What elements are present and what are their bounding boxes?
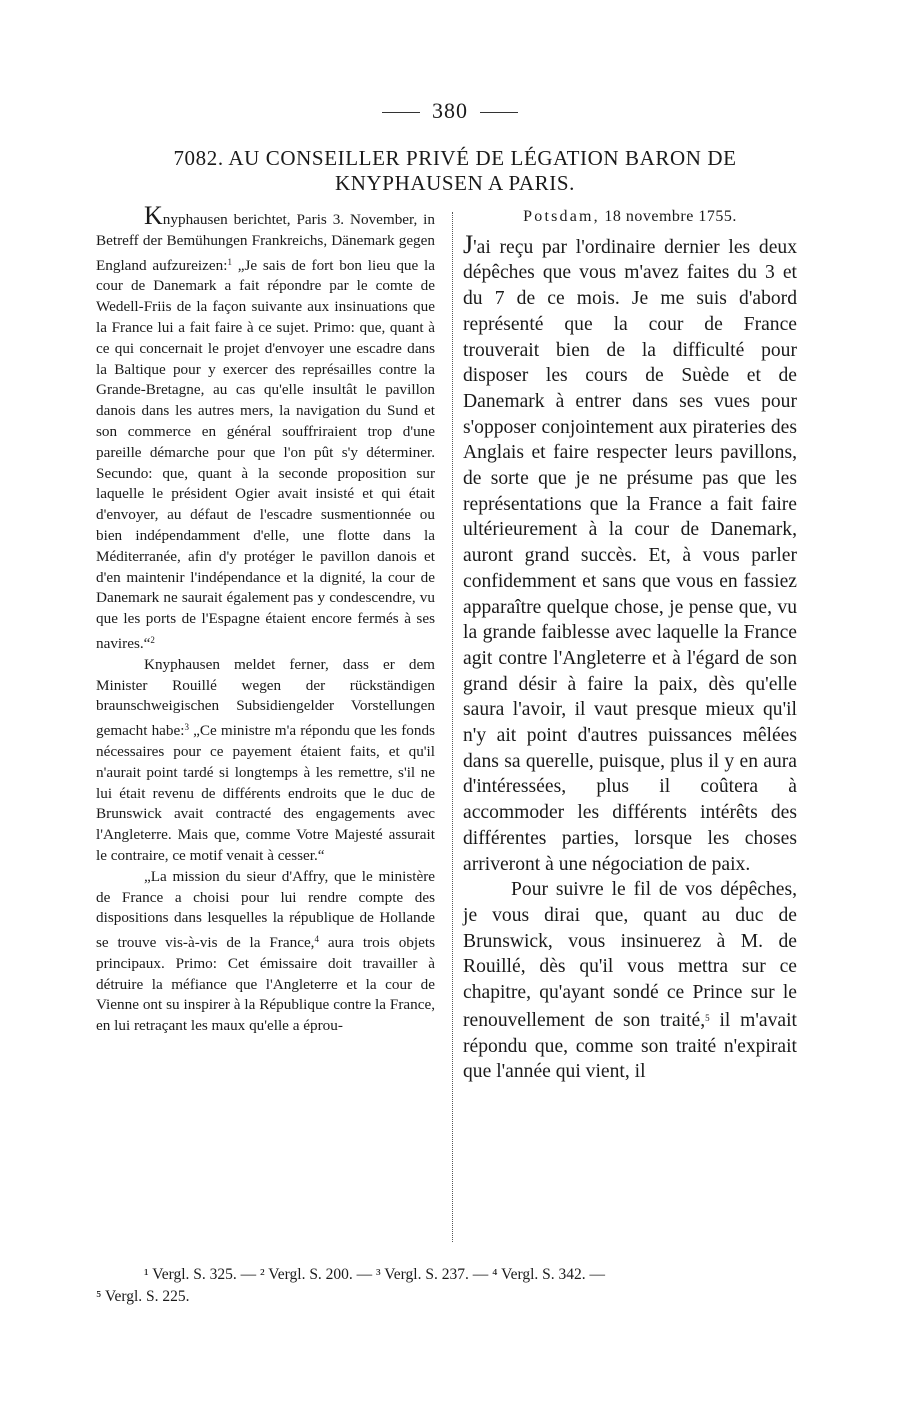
page-number-text: 380 xyxy=(432,98,468,123)
summary-paragraph-3 xyxy=(96,867,435,1037)
summary-dropcap: K xyxy=(144,201,163,230)
page-number-dash-right xyxy=(480,112,518,113)
dateline-date: 18 novembre 1755. xyxy=(599,208,737,225)
letter-paragraph-1-text: 'ai reçu par l'ordinaire dernier les deux dépêches que vous m'avez faites du 3 et du 7 de ce mois. Je me suis d'abord représenté que la cour de France trouverait bien de la difficulté pour disposer les cours de Suède et de Danemark à entrer dans ses vues pour s'opposer conjointement aux pirateries des Anglais et faire respecter leurs pavillons, de sorte que je ne présume pas que les représentations que la France a fait faire ultérieurement à la cour de Danemark, auront grand succès. Et, à vous parler confidemment et sans que vous en fassiez apparaître quelque chose, je pense que, vu la grande faiblesse avec laquelle la France agit contre l'Angleterre et à l'égard de son grand désir à faire la paix, dès qu'elle saura l'avoir, il vaut presque mieux qu'il n'y ait point d'autres puissances mêlées dans sa querelle, puisque, plus il y en aura d'intéressées, plus il coûtera à accommoder les différents intérêts des différentes parties, lorsque les choses arriveront à une négociation de paix. xyxy=(463,236,797,875)
footnote-ref-1: 1 xyxy=(227,256,232,267)
column-divider xyxy=(452,212,453,1242)
footnotes-line-1: ¹ Vergl. S. 325. — ² Vergl. S. 200. — ³ Vergl. S. 237. — ⁴ Vergl. S. 342. — xyxy=(144,1266,606,1283)
footnotes-line-2: ⁵ Vergl. S. 225. xyxy=(96,1288,190,1305)
footnote-ref-5: 5 xyxy=(705,1012,710,1023)
letter-paragraph-2-text-a: Pour suivre le fil de vos dépêches, je vous dirai que, quant au duc de Brunswick, vous insinuerez à M. de Rouillé, dès qu'il vous mettra sur ce chapitre, qu'ayant sondé ce Prince sur le renouvellement de son traité, xyxy=(463,879,797,1031)
footnotes xyxy=(96,1264,800,1308)
summary-column xyxy=(96,201,435,1037)
letter-title-line-2: KNYPHAUSEN A PARIS. xyxy=(335,171,575,195)
letter-column xyxy=(463,204,797,1085)
footnote-ref-2: 2 xyxy=(150,634,155,645)
summary-paragraph-1-text-a: nyphausen berichtet, Paris 3. November, in Betreff der Bemühungen Frankreichs, Dänemark gegen England aufzureizen: xyxy=(96,211,435,274)
letter-dropcap: J xyxy=(463,229,474,259)
summary-paragraph-2-text-b: „Ce ministre m'a répondu que les fonds nécessaires pour ce payement étaient faits, et qu'il n'aurait point tardé si longtemps à les remettre, s'il ne lui était revenu de différents endroits que le duc de Brunswick avait contracté des engagements avec l'Angleterre. Mais que, comme Votre Majesté assurait le contraire, ce motif venait à cesser.“ xyxy=(96,722,435,864)
dateline-place: Potsdam, xyxy=(523,208,600,225)
summary-paragraph-2-text-a: Knyphausen meldet ferner, dass er dem Minister Rouillé wegen der rückständigen braunschweigischen Subsidiengelder Vorstellungen gemacht habe: xyxy=(96,655,435,740)
letter-title-line-1: 7082. AU CONSEILLER PRIVÉ DE LÉGATION BARON DE xyxy=(173,146,737,170)
footnote-ref-4: 4 xyxy=(314,934,319,945)
footnote-ref-3: 3 xyxy=(184,722,189,733)
summary-paragraph-3-text-a: „La mission du sieur d'Affry, que le ministère de France a choisi pour lui rendre compte des dispositions dans lesquelles la république de Hollande se trouve vis-à-vis de la France, xyxy=(96,867,435,952)
summary-paragraph-2 xyxy=(96,655,435,867)
letter-paragraph-2-text-b: il m'avait répondu que, comme son traité n'expirait que l'année qui vient, il xyxy=(463,1009,797,1083)
page-number-dash-left xyxy=(382,112,420,113)
letter-title xyxy=(110,146,800,196)
summary-paragraph-1 xyxy=(96,201,435,655)
dateline xyxy=(463,204,797,230)
letter-paragraph-2 xyxy=(463,877,797,1085)
summary-paragraph-3-text-b: aura trois objets principaux. Primo: Cet émissaire doit travailler à détruire la méfiance que l'Angleterre et la cour de Vienne ont su inspirer à la République contre la France, en lui retraçant les maux qu'elle a éprou- xyxy=(96,934,435,1035)
page-number xyxy=(0,98,900,124)
letter-paragraph-1 xyxy=(463,229,797,878)
summary-paragraph-1-text-b: „Je sais de fort bon lieu que la cour de Danemark a fait répondre par le comte de Wedell-Friis de la façon suivante aux insinuations que la France lui a fait faire à ce sujet. Primo: que, quant à ce qui concernait le projet d'envoyer une escadre dans la Baltique pour y exercer des représailles contre la Grande-Bretagne, au cas qu'elle insultât le pavillon danois dans les autres mers, la navigation du Sund et son commerce en général souffriraient trop d'une pareille démarche pour que l'on pût s'y déterminer. Secundo: que, quant à la seconde proposition sur laquelle le président Ogier avait insisté et qui était d'envoyer, au défaut de l'escadre susmentionnée ou bien indépendamment d'elle, une flotte dans la Méditerranée, afin d'y protéger le pavillon danois et d'en maintenir l'indépendance et la dignité, la cour de Danemark ne saurait également pas y condescendre, vu que les ports de l'Espagne étaient encore fermés à ses navires.“ xyxy=(96,256,435,652)
